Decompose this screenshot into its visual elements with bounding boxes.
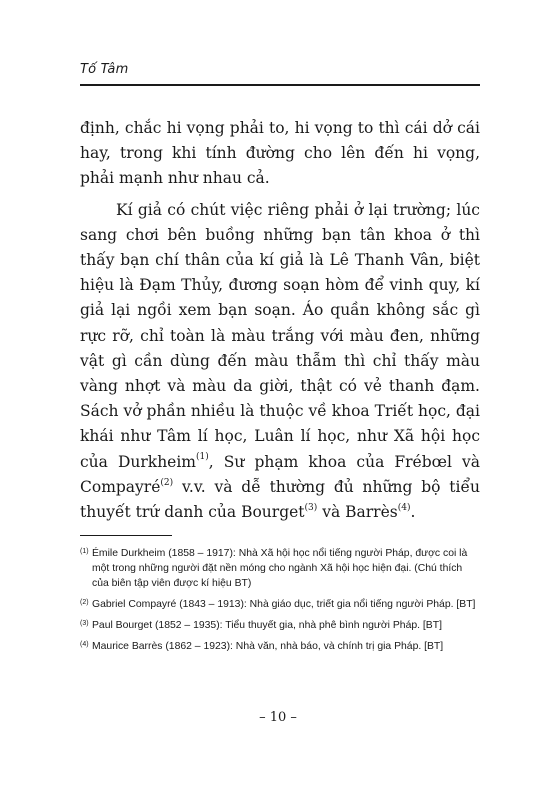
paragraph-text: , Sư phạm khoa của Frébœl và Compayré (80, 452, 481, 496)
footnote-mark: (1) (80, 548, 89, 555)
footnote (80, 618, 480, 633)
footnote-divider (80, 535, 172, 536)
page-number: – 10 – (259, 710, 297, 725)
paragraph: định, chắc hi vọng phải to, hi vọng to thì cái dở cái hay, trong khi tính đường cho lên đến hi vọng, phải mạnh như nhau cả. (80, 119, 480, 188)
footnote-text: Maurice Barrès (1862 – 1923): Nhà văn, nhà báo, và chính trị gia Pháp. [BT] (92, 641, 444, 652)
footnote (80, 639, 480, 654)
paragraph-text: Kí giả có chút việc riêng phải ở lại trường; lúc sang chơi bên buồng những bạn tân khoa ở thì thấy bạn chí thân của kí giả là Lê Thanh Vân, biệt hiệu là Đạm Thủy, đương soạn hòm để vinh quy, kí giả lại ngồi xem bạn soạn. Áo quần không sắc gì rực rỡ, chỉ toàn là màu trắng với màu đen, những vật gì cần dùng đến màu thẫm thì chỉ thấy màu vàng nhợt và màu da giời, thật có vẻ thanh đạm. Sách vở phần nhiều là thuộc về khoa Triết học, đại khái như Tâm lí học, Luân lí học, như Xã hội học của Durkheim (80, 200, 480, 471)
footnote-mark: (3) (80, 620, 89, 627)
paragraph (80, 198, 480, 526)
footnote-mark: (2) (80, 599, 89, 606)
footnote-reference[interactable]: (4) (397, 502, 411, 513)
paragraph-text: và Barrès (317, 503, 398, 522)
paragraph-text: v.v. và dễ thường đủ những bộ tiểu thuyết trứ danh của Bourget (80, 477, 480, 522)
footnote-reference[interactable]: (3) (304, 502, 318, 513)
paragraph-text: . (410, 503, 416, 522)
footnote-text: Émile Durkheim (1858 – 1917): Nhà Xã hội học nổi tiếng người Pháp, được coi là một trong những người đặt nền móng cho ngành Xã hội học hiện đại. (Chú thích của biên tập viên được kí hiệu BT) (92, 548, 468, 589)
footnote-reference[interactable]: (1) (196, 452, 209, 463)
footnote-reference[interactable]: (2) (160, 477, 174, 488)
running-header: Tố Tâm (80, 62, 129, 77)
footnote (80, 597, 480, 612)
footnote-mark: (4) (80, 641, 89, 648)
body-text (80, 116, 480, 525)
footnotes (80, 546, 480, 660)
footnote-text: Paul Bourget (1852 – 1935): Tiểu thuyết gia, nhà phê bình người Pháp. [BT] (92, 620, 442, 631)
footnote-text: Gabriel Compayré (1843 – 1913): Nhà giáo dục, triết gia nổi tiếng người Pháp. [BT] (92, 599, 476, 610)
footnote (80, 546, 480, 591)
header-rule (80, 84, 480, 86)
